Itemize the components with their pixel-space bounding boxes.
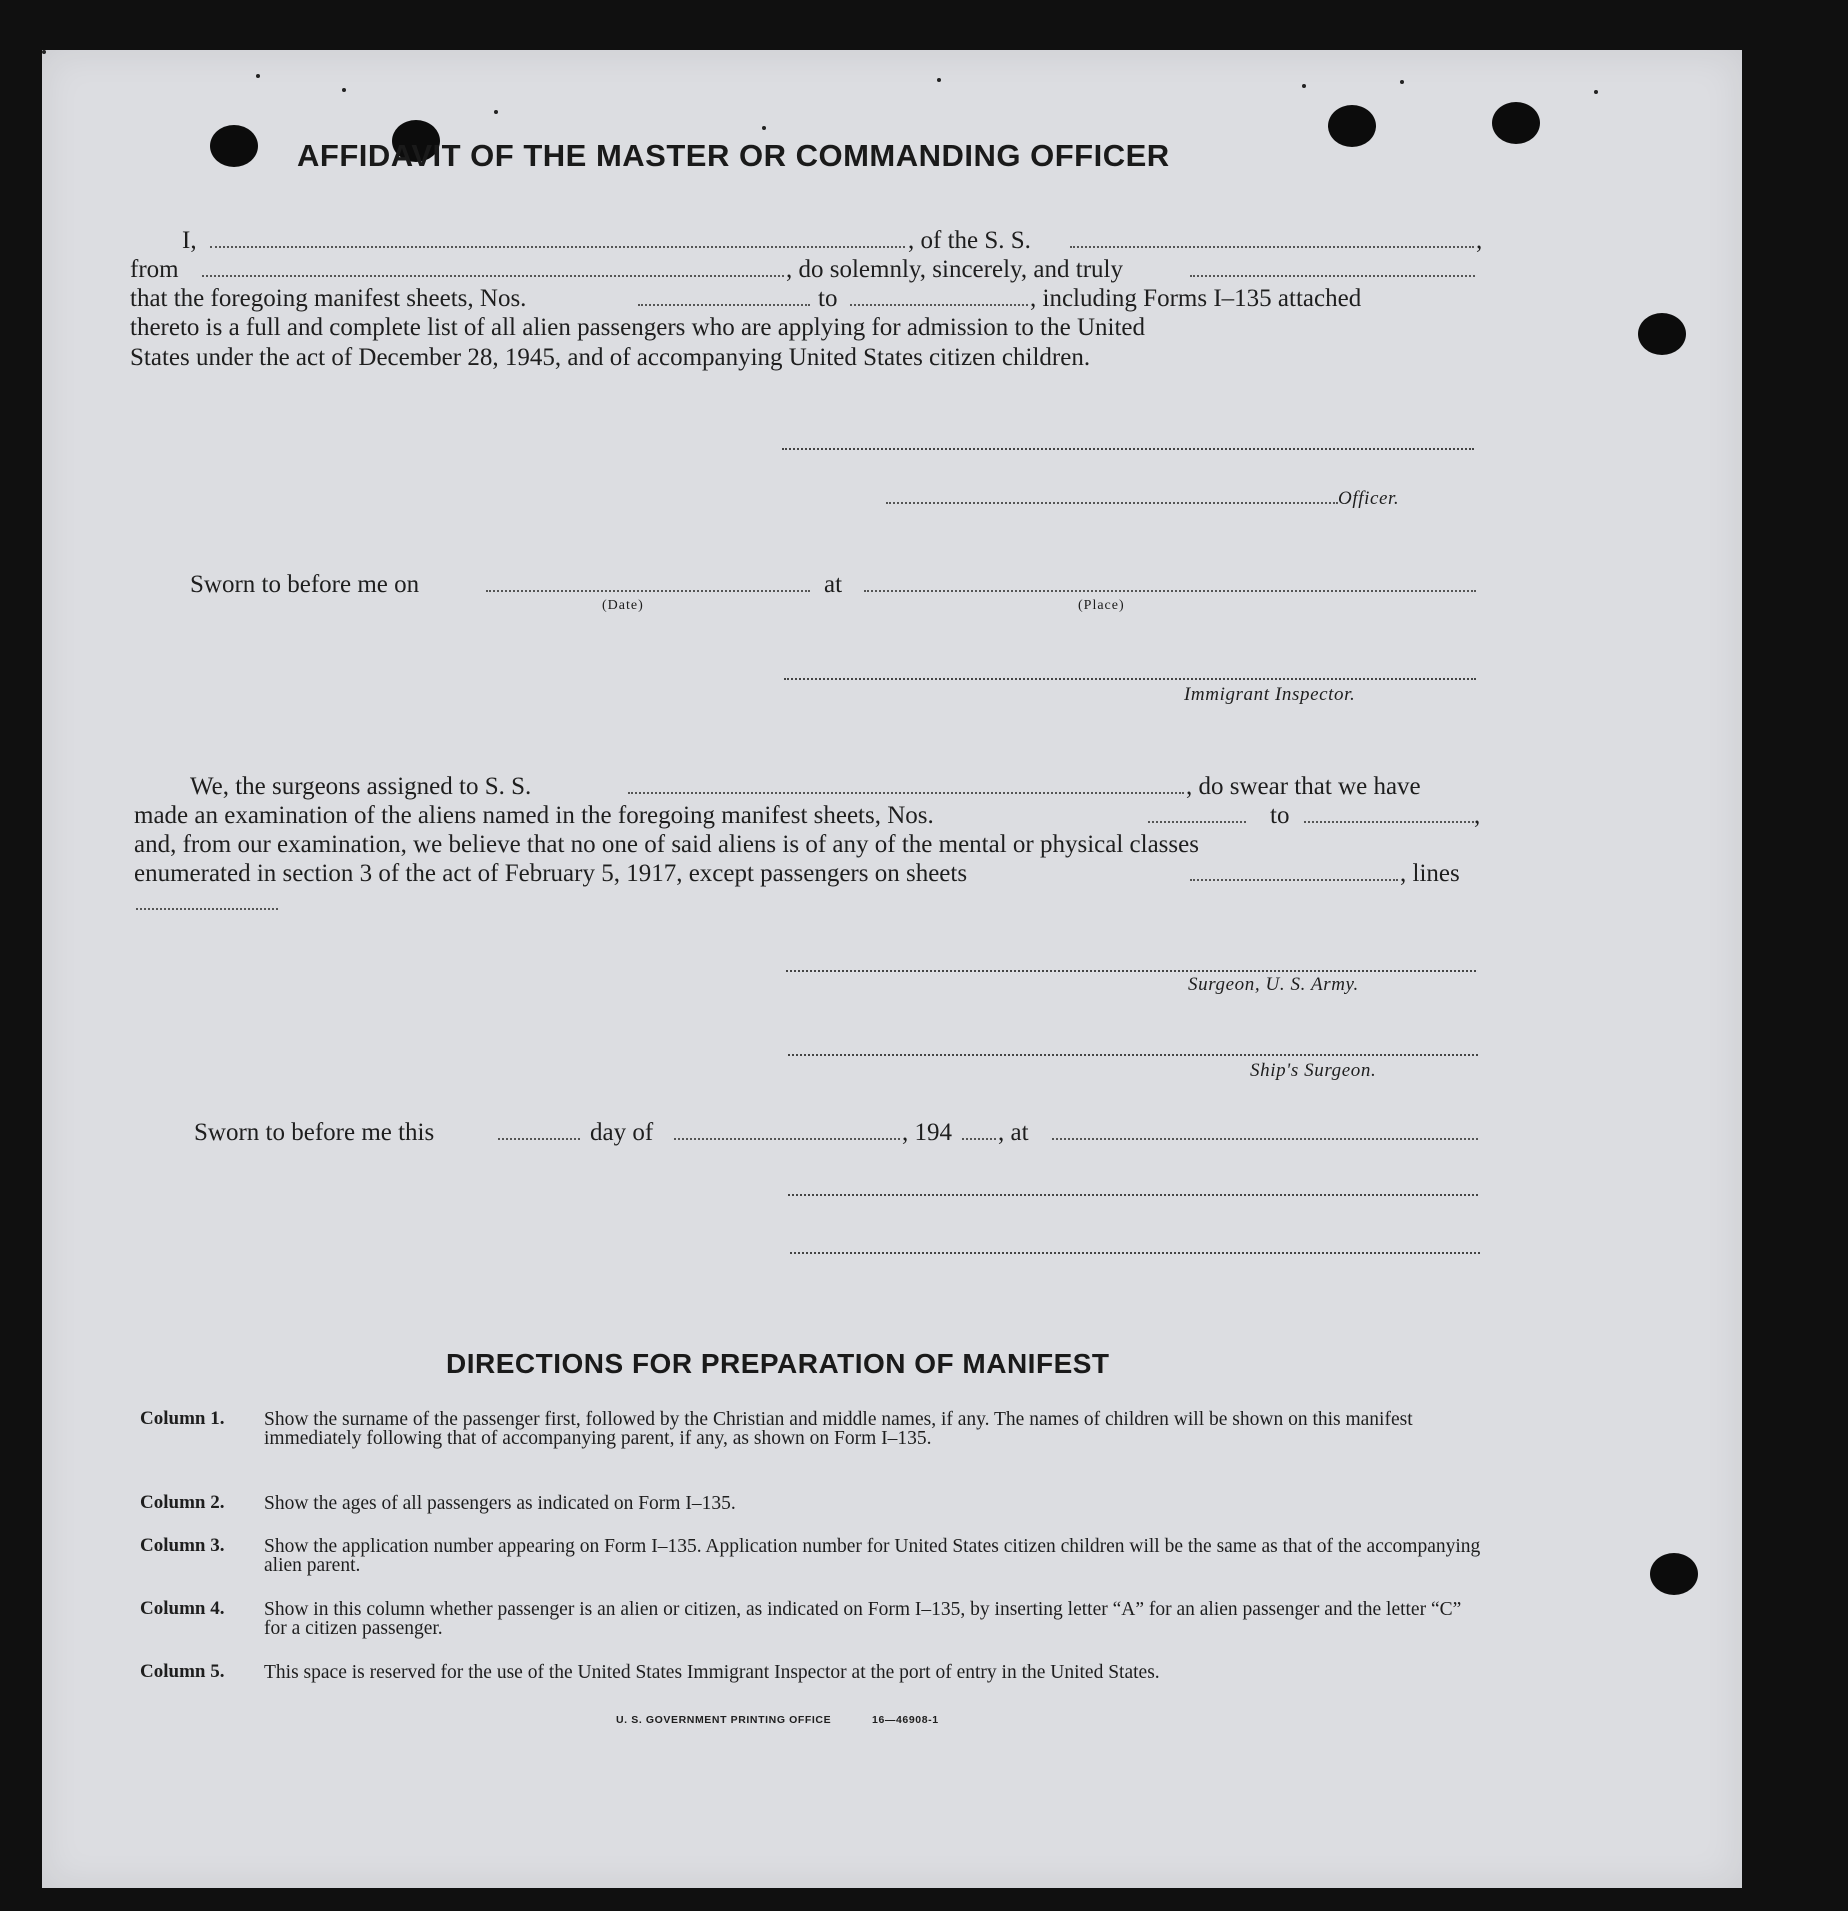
excepted-sheets-field[interactable] — [1190, 879, 1398, 881]
sworn1-date-field[interactable] — [486, 590, 810, 592]
surgeons-ship-field[interactable] — [628, 792, 1184, 794]
direction-label: Column 5. — [140, 1661, 225, 1682]
direction-text: This space is reserved for the use of the United States Immigrant Inspector at the port of entry in the United States. — [264, 1662, 1160, 1683]
surgeons-l2b: to — [1270, 802, 1290, 829]
surgeons-l1a: We, the surgeons assigned to S. S. — [190, 773, 532, 800]
surgeons-l2c: , — [1474, 802, 1481, 829]
sworn2-text: Sworn to before me this — [194, 1119, 435, 1146]
sworn2-year-field[interactable] — [962, 1138, 996, 1140]
punch-hole — [1492, 102, 1540, 144]
date-caption: (Date) — [602, 598, 644, 613]
speck — [42, 50, 46, 54]
direction-text: Show in this column whether passenger is an alien or citizen, as indicated on Form I–135, by inserting letter “A” for an alien passenger and the letter “C” for a citizen passenger. — [264, 1599, 1462, 1639]
affidavit-swear-label: , do solemnly, sincerely, and truly — [786, 256, 1123, 283]
printer-imprint: U. S. GOVERNMENT PRINTING OFFICE — [616, 1714, 832, 1726]
affidavit-of-ss-label: , of the S. S. — [908, 227, 1031, 254]
sworn1-place-field[interactable] — [864, 590, 1476, 592]
immigrant-inspector-label: Immigrant Inspector. — [1184, 684, 1356, 705]
oath-field[interactable] — [1190, 275, 1475, 277]
direction-label: Column 2. — [140, 1492, 225, 1513]
ship-name-field[interactable] — [1070, 246, 1474, 248]
sworn1-text: Sworn to before me on — [190, 571, 420, 598]
sworn2-year-label: , 194 — [902, 1119, 952, 1146]
direction-label: Column 3. — [140, 1535, 225, 1556]
ships-surgeon-label: Ship's Surgeon. — [1250, 1060, 1377, 1081]
speck — [342, 88, 346, 92]
affidavit-from-label: from — [130, 256, 179, 283]
sworn2-signature-line[interactable] — [788, 1194, 1478, 1196]
from-port-field[interactable] — [202, 275, 784, 277]
surgeons-l2a: made an examination of the aliens named in the foregoing manifest sheets, Nos. — [134, 802, 934, 829]
speck — [937, 78, 941, 82]
direction-label: Column 1. — [140, 1408, 225, 1429]
surgeons-l3: and, from our examination, we believe that no one of said aliens is of any of the mental or physical classes — [134, 831, 1199, 858]
surgeons-sheets-from-field[interactable] — [1148, 821, 1246, 823]
sworn2-title-line[interactable] — [790, 1252, 1480, 1254]
speck — [1594, 90, 1598, 94]
direction-text: Show the application number appearing on Form I–135. Application number for United States citizen children will be the same as that of the accompanying alien parent. — [264, 1536, 1481, 1576]
surgeons-l4b: , lines — [1400, 860, 1460, 887]
army-surgeon-label: Surgeon, U. S. Army. — [1188, 974, 1359, 995]
master-signature-line[interactable] — [782, 448, 1474, 450]
sworn2-month-field[interactable] — [674, 1138, 900, 1140]
sworn2-day-of-label: day of — [590, 1119, 654, 1146]
sworn2-day-field[interactable] — [498, 1138, 580, 1140]
affidavit-line4: thereto is a full and complete list of all alien passengers who are applying for admission to the United — [130, 314, 1146, 341]
sworn2-at-label: , at — [998, 1119, 1029, 1146]
manifest-from-field[interactable] — [638, 304, 810, 306]
speck — [1400, 80, 1404, 84]
direction-text: Show the ages of all passengers as indicated on Form I–135. — [264, 1493, 736, 1514]
sworn2-place-field[interactable] — [1052, 1138, 1478, 1140]
speck — [1302, 84, 1306, 88]
affidavit-to-label: to — [818, 285, 838, 312]
form-code: 16—46908-1 — [872, 1714, 939, 1726]
manifest-to-field[interactable] — [850, 304, 1028, 306]
affidavit-line5: States under the act of December 28, 1945, and of accompanying United States citizen children. — [130, 344, 1091, 371]
speck — [762, 126, 766, 130]
master-name-field[interactable] — [210, 246, 905, 248]
surgeons-l4a: enumerated in section 3 of the act of February 5, 1917, except passengers on sheets — [134, 860, 968, 887]
speck — [256, 74, 260, 78]
form-page — [42, 50, 1742, 1888]
affidavit-forms-label: , including Forms I–135 attached — [1030, 285, 1362, 312]
direction-label: Column 4. — [140, 1598, 225, 1619]
speck — [494, 110, 498, 114]
punch-hole — [1328, 105, 1376, 147]
direction-text: Show the surname of the passenger first, followed by the Christian and middle names, if any. The names of children will be shown on this manifest immediately following that of accompanying parent, if any, as shown on Form I–135. — [264, 1409, 1413, 1449]
sworn1-at-label: at — [824, 571, 843, 598]
punch-hole — [1638, 313, 1686, 355]
affidavit-title: AFFIDAVIT OF THE MASTER OR COMMANDING OFFICER — [297, 138, 1170, 173]
punch-hole — [210, 125, 258, 167]
army-surgeon-signature-line[interactable] — [786, 970, 1476, 972]
affidavit-line1-end: , — [1476, 227, 1483, 254]
officer-label: Officer. — [1338, 488, 1400, 509]
excepted-lines-field[interactable] — [136, 908, 278, 910]
ships-surgeon-signature-line[interactable] — [788, 1054, 1478, 1056]
directions-title: DIRECTIONS FOR PREPARATION OF MANIFEST — [446, 1348, 1110, 1379]
affidavit-manifest-label: that the foregoing manifest sheets, Nos. — [130, 285, 527, 312]
punch-hole — [1650, 1553, 1698, 1595]
officer-signature-line[interactable] — [886, 502, 1338, 504]
affidavit-i-label: I, — [182, 227, 197, 254]
inspector-signature-line[interactable] — [784, 678, 1476, 680]
surgeons-sheets-to-field[interactable] — [1304, 821, 1474, 823]
place-caption: (Place) — [1078, 598, 1125, 613]
surgeons-l1b: , do swear that we have — [1186, 773, 1421, 800]
